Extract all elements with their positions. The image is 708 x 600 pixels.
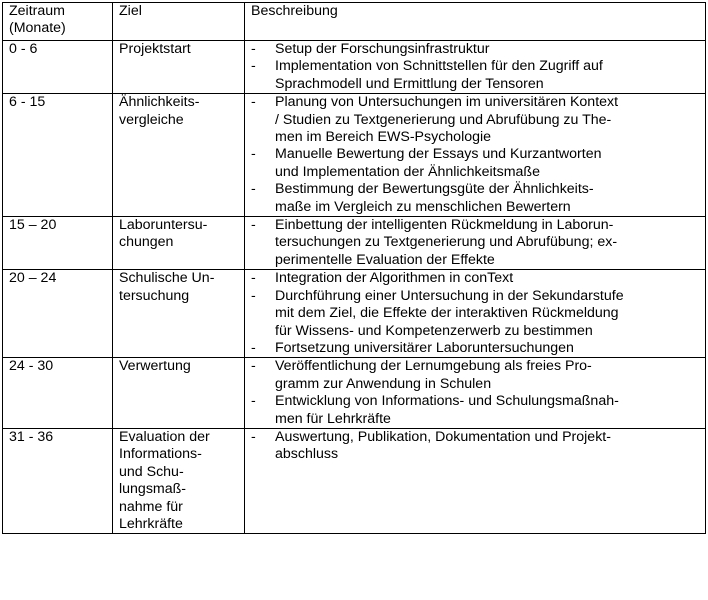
description-list bbox=[251, 358, 705, 428]
cell-zeitraum: 24 - 30 bbox=[3, 358, 113, 429]
list-item: - Entwicklung von Informations- und Schulungsmaßnah- men für Lehrkräfte bbox=[251, 393, 705, 428]
cell-beschreibung bbox=[245, 358, 706, 429]
header-zeitraum: Zeitraum (Monate) bbox=[3, 3, 113, 41]
header-ziel: Ziel bbox=[113, 3, 245, 41]
list-item: - Integration der Algorithmen in conText bbox=[251, 270, 705, 287]
list-item: - Implementation von Schnittstellen für den Zugriff auf Sprachmodell und Ermittlung der Tensoren bbox=[251, 58, 705, 93]
description-list bbox=[251, 94, 705, 216]
description-list bbox=[251, 41, 705, 93]
cell-beschreibung bbox=[245, 41, 706, 94]
cell-ziel: Laboruntersu- chungen bbox=[113, 217, 245, 270]
cell-zeitraum: 31 - 36 bbox=[3, 428, 113, 533]
cell-beschreibung bbox=[245, 94, 706, 217]
header-row bbox=[3, 3, 706, 41]
cell-zeitraum: 6 - 15 bbox=[3, 94, 113, 217]
table-row bbox=[3, 217, 706, 270]
cell-ziel: Schulische Un- tersuchung bbox=[113, 270, 245, 358]
cell-ziel: Ähnlichkeits- vergleiche bbox=[113, 94, 245, 217]
table-row bbox=[3, 94, 706, 217]
cell-zeitraum: 0 - 6 bbox=[3, 41, 113, 94]
cell-zeitraum: 15 – 20 bbox=[3, 217, 113, 270]
cell-beschreibung bbox=[245, 217, 706, 270]
project-plan-table bbox=[2, 2, 706, 534]
table-row bbox=[3, 270, 706, 358]
list-item: - Bestimmung der Bewertungsgüte der Ähnlichkeits- maße im Vergleich zu menschlichen Bewertern bbox=[251, 181, 705, 216]
cell-beschreibung bbox=[245, 428, 706, 533]
cell-ziel: Projektstart bbox=[113, 41, 245, 94]
cell-ziel: Evaluation der Informations- und Schu- lungsmaß- nahme für Lehrkräfte bbox=[113, 428, 245, 533]
cell-zeitraum: 20 – 24 bbox=[3, 270, 113, 358]
list-item: - Setup der Forschungsinfrastruktur bbox=[251, 41, 705, 58]
table-row bbox=[3, 358, 706, 429]
list-item: - Fortsetzung universitärer Laboruntersuchungen bbox=[251, 340, 705, 357]
list-item: - Einbettung der intelligenten Rückmeldung in Laborun- tersuchungen zu Textgenerierung und Abrufübung; ex- perimentelle Evaluation der Effekte bbox=[251, 217, 705, 269]
description-list bbox=[251, 217, 705, 269]
list-item: - Durchführung einer Untersuchung in der Sekundarstufe mit dem Ziel, die Effekte der interaktiven Rückmeldung für Wissens- und Kompetenzerwerb zu bestimmen bbox=[251, 288, 705, 340]
list-item: - Veröffentlichung der Lernumgebung als freies Pro- gramm zur Anwendung in Schulen bbox=[251, 358, 705, 393]
table-row bbox=[3, 428, 706, 533]
table-row bbox=[3, 41, 706, 94]
header-beschreibung: Beschreibung bbox=[245, 3, 706, 41]
list-item: - Auswertung, Publikation, Dokumentation und Projekt- abschluss bbox=[251, 429, 705, 464]
list-item: - Planung von Untersuchungen im universitären Kontext / Studien zu Textgenerierung und Abrufübung zu The- men im Bereich EWS-Psychologie bbox=[251, 94, 705, 146]
list-item: - Manuelle Bewertung der Essays und Kurzantworten und Implementation der Ähnlichkeitsmaße bbox=[251, 146, 705, 181]
description-list bbox=[251, 429, 705, 464]
cell-beschreibung bbox=[245, 270, 706, 358]
cell-ziel: Verwertung bbox=[113, 358, 245, 429]
description-list bbox=[251, 270, 705, 357]
